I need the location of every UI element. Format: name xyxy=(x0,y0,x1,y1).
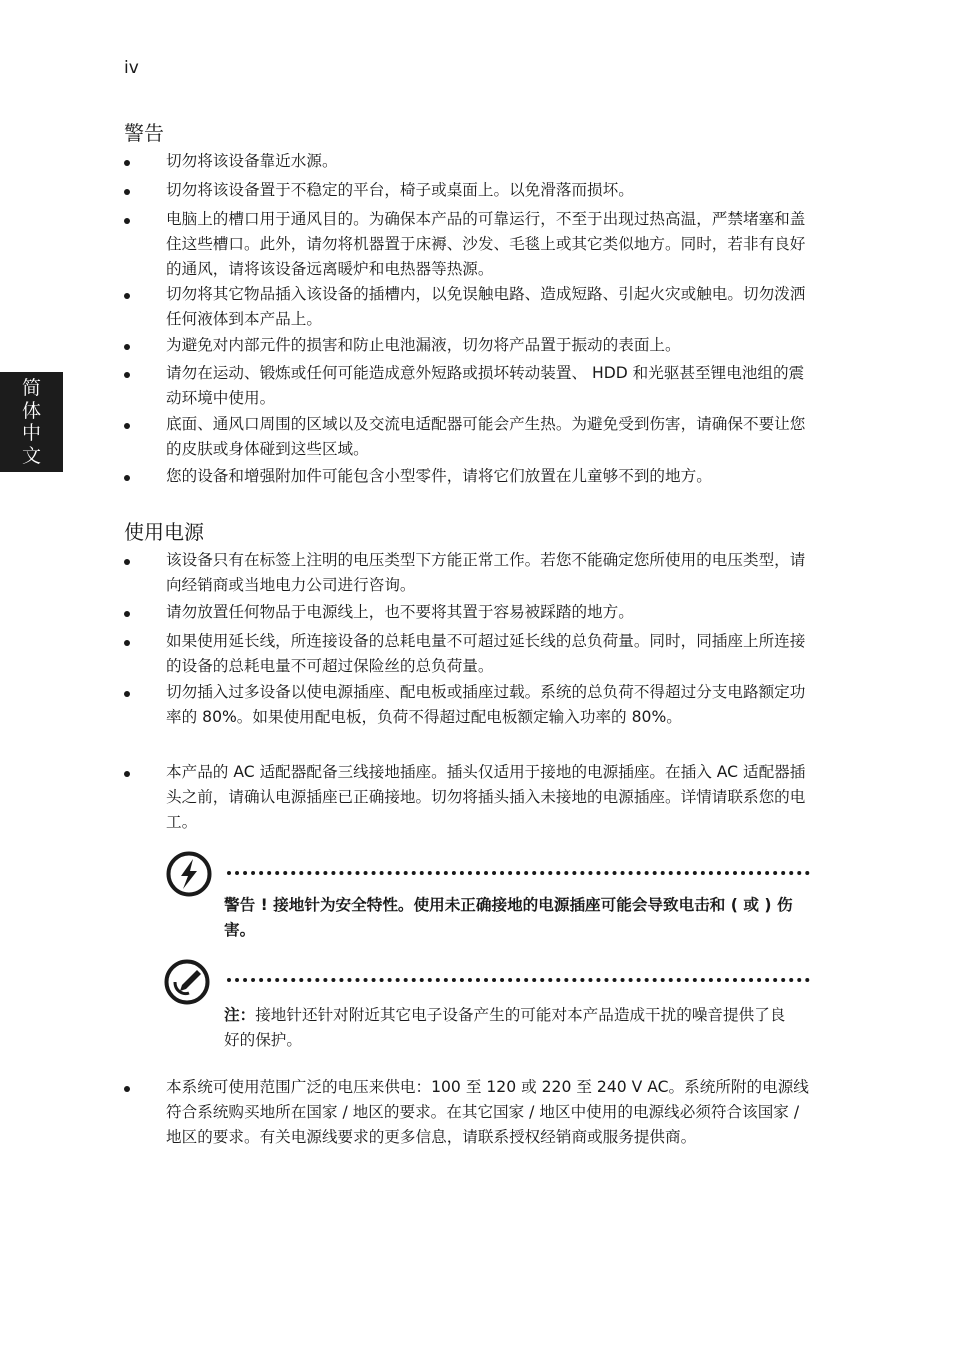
power-section-title: 使用电源 xyxy=(124,520,204,544)
bullet-dot xyxy=(124,344,130,350)
note-text: 接地针还针对附近其它电子设备产生的可能对本产品造成干扰的噪音提供了良好的保护。 xyxy=(224,1006,786,1049)
list-item-text: 本系统可使用范围广泛的电压来供电：100 至 120 或 220 至 240 V AC。系统所附的电源线符合系统购买地所在国家 / 地区的要求。在其它国家 / 地区中使用的电源线必须符合该国家 / 地区的要求。有关电源线要求的更多信息，请联系授权经销商或服务提供商。 xyxy=(166,1078,809,1146)
language-side-tab xyxy=(0,372,63,472)
list-item xyxy=(166,361,814,411)
warning-lightning-icon xyxy=(166,851,212,897)
side-tab-char: 体 xyxy=(21,399,41,422)
bullet-dot xyxy=(124,189,130,195)
list-item-text: 切勿将该设备靠近水源。 xyxy=(166,152,338,170)
list-item xyxy=(166,629,814,679)
note-pencil-icon xyxy=(164,959,210,1005)
list-item-text: 为避免对内部元件的损害和防止电池漏液，切勿将产品置于振动的表面上。 xyxy=(166,336,681,354)
list-item xyxy=(166,548,814,598)
list-item xyxy=(166,412,814,462)
list-item-text: 切勿将该设备置于不稳定的平台，椅子或桌面上。以免滑落而损坏。 xyxy=(166,181,634,199)
list-item xyxy=(166,1075,814,1150)
list-item-text: 如果使用延长线，所连接设备的总耗电量不可超过延长线的总负荷量。同时，同插座上所连接的设备的总耗电量不可超过保险丝的总负荷量。 xyxy=(166,632,806,675)
side-tab-char: 简 xyxy=(21,377,41,399)
list-item-text: 底面、通风口周围的区域以及交流电适配器可能会产生热。为避免受到伤害，请确保不要让您的皮肤或身体碰到这些区域。 xyxy=(166,415,806,458)
bullet-dot xyxy=(124,293,130,299)
warning-callout-text: 警告 ! 接地针为安全特性。使用未正确接地的电源插座可能会导致电击和 ( 或 ) 伤害。 xyxy=(224,896,793,939)
side-tab-char: 文 xyxy=(21,444,41,467)
page-number: iv xyxy=(124,58,139,78)
list-item-text: 该设备只有在标签上注明的电压类型下方能正常工作。若您不能确定您所使用的电压类型，请向经销商或当地电力公司进行咨询。 xyxy=(166,551,806,594)
list-item xyxy=(166,178,814,203)
list-item-text: 请勿放置任何物品于电源线上，也不要将其置于容易被踩踏的地方。 xyxy=(166,603,634,621)
note-callout xyxy=(224,1003,794,1053)
bullet-dot xyxy=(124,372,130,378)
list-item-text: 切勿将其它物品插入该设备的插槽内，以免误触电路、造成短路、引起火灾或触电。切勿泼洒任何液体到本产品上。 xyxy=(166,285,806,328)
list-item xyxy=(166,282,814,332)
callout-divider xyxy=(227,978,810,982)
bullet-dot xyxy=(124,559,130,565)
bullet-dot xyxy=(124,160,130,166)
bullet-dot xyxy=(124,691,130,697)
list-item-text: 您的设备和增强附加件可能包含小型零件，请将它们放置在儿童够不到的地方。 xyxy=(166,467,712,485)
list-item xyxy=(166,207,814,282)
bullet-dot xyxy=(124,611,130,617)
callout-divider xyxy=(227,871,810,875)
list-item-text: 切勿插入过多设备以使电源插座、配电板或插座过载。系统的总负荷不得超过分支电路额定功率的 80%。如果使用配电板，负荷不得超过配电板额定输入功率的 80%。 xyxy=(166,683,806,726)
list-item xyxy=(166,760,814,835)
list-item xyxy=(166,149,814,174)
list-item xyxy=(166,680,814,730)
note-label: 注： xyxy=(224,1006,256,1024)
warning-section-title: 警告 xyxy=(124,121,164,145)
bullet-dot xyxy=(124,771,130,777)
bullet-dot xyxy=(124,218,130,224)
list-item-text: 电脑上的槽口用于通风目的。为确保本产品的可靠运行，不至于出现过热高温，严禁堵塞和盖住这些槽口。此外，请勿将机器置于床褥、沙发、毛毯上或其它类似地方。同时，若非有良好的通风，请将该设备远离暖炉和电热器等热源。 xyxy=(166,210,806,278)
list-item xyxy=(166,333,814,358)
side-tab-char: 中 xyxy=(21,422,41,444)
bullet-dot xyxy=(124,640,130,646)
list-item-text: 请勿在运动、锻炼或任何可能造成意外短路或损坏转动装置、 HDD 和光驱甚至锂电池组的震动环境中使用。 xyxy=(166,364,805,407)
bullet-dot xyxy=(124,475,130,481)
list-item xyxy=(166,600,814,625)
bullet-dot xyxy=(124,423,130,429)
list-item xyxy=(166,464,814,489)
list-item-text: 本产品的 AC 适配器配备三线接地插座。插头仅适用于接地的电源插座。在插入 AC 适配器插头之前，请确认电源插座已正确接地。切勿将插头插入未接地的电源插座。详情请联系您的电工。 xyxy=(166,763,806,831)
bullet-dot xyxy=(124,1086,130,1092)
